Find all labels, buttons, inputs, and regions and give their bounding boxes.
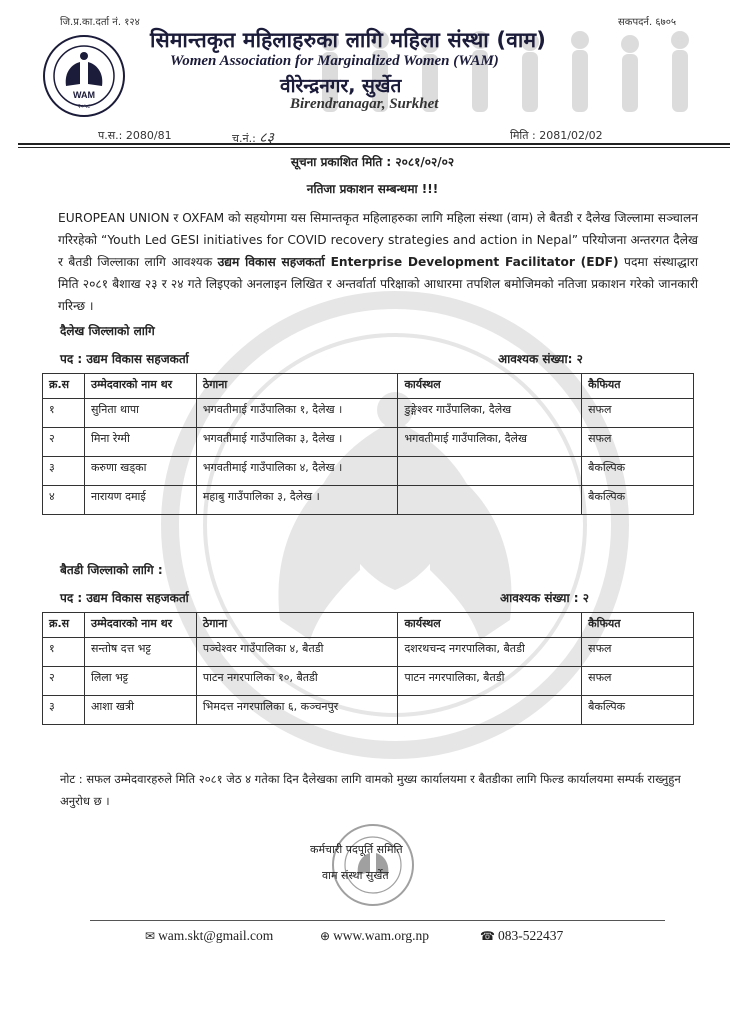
city-english: Birendranagar, Surkhet xyxy=(290,96,439,112)
cell-sn: १ xyxy=(43,399,85,428)
note-text: नोट : सफल उम्मेदवारहरुले मिति २०८१ जेठ ४ गतेका दिन दैलेखका लागि वामको मुख्य कार्यालयमा र बैतडीका लागि फिल्ड कार्यालयमा सम्पर्क राख्नुहुन अनुरोध छ । xyxy=(60,772,681,808)
published-date: सूचना प्रकाशित मिति : २०८१/०२/०२ xyxy=(290,155,455,169)
reference-date xyxy=(510,128,603,143)
cell-remarks: बैकल्पिक xyxy=(582,457,694,486)
cell-name: सुनिता थापा xyxy=(84,399,196,428)
col-header: उम्मेदवारको नाम थर xyxy=(84,613,196,638)
col-header: कैफियत xyxy=(582,613,694,638)
logo-text: WAM xyxy=(73,90,95,100)
cell-workplace: भगवतीमाई गाउँपालिका, दैलेख xyxy=(398,428,582,457)
footer-website xyxy=(320,928,429,944)
cell-workplace: पाटन नगरपालिका, बैतडी xyxy=(398,667,582,696)
globe-icon: ⊕ xyxy=(320,929,331,943)
table-row xyxy=(43,486,694,515)
cell-name: लिला भट्ट xyxy=(84,667,196,696)
dailekh-post: पद : उद्यम विकास सहजकर्ता xyxy=(60,352,189,366)
table-row xyxy=(43,457,694,486)
footer-email xyxy=(145,928,273,944)
table-header-row xyxy=(43,613,694,638)
cell-workplace xyxy=(398,696,582,725)
cell-sn: १ xyxy=(43,638,85,667)
cell-address: भगवतीमाई गाउँपालिका ४, दैलेख । xyxy=(196,457,398,486)
baitadi-post: पद : उद्यम विकास सहजकर्ता xyxy=(60,591,189,605)
date-label: मिति : xyxy=(510,129,536,142)
baitadi-heading: बैतडी जिल्लाको लागि : xyxy=(60,563,163,577)
footer-phone xyxy=(480,928,563,944)
header-rule xyxy=(18,143,730,145)
city-nepali: वीरेन्द्रनगर, सुर्खेत xyxy=(280,75,402,97)
org-name-english: Women Association for Marginalized Women (WAM) xyxy=(170,53,499,69)
cell-workplace xyxy=(398,457,582,486)
cell-address: पञ्चेश्वर गाउँपालिका ४, बैतडी xyxy=(196,638,398,667)
wam-logo xyxy=(42,34,126,118)
website-text: www.wam.org.np xyxy=(333,928,430,943)
table-row xyxy=(43,399,694,428)
email-icon: ✉ xyxy=(145,929,156,943)
notice-body-bold: उद्यम विकास सहजकर्ता Enterprise Development Facilitator (EDF) xyxy=(217,255,619,269)
signature-committee: कर्मचारी पदपूर्ति समिति xyxy=(310,843,403,856)
cell-address: महाबु गाउँपालिका ३, दैलेख । xyxy=(196,486,398,515)
cell-remarks: सफल xyxy=(582,638,694,667)
dailekh-heading: दैलेख जिल्लाको लागि xyxy=(60,324,155,338)
telephone-icon: ☎ xyxy=(480,929,495,943)
cell-name: करुणा खड्का xyxy=(84,457,196,486)
table-row xyxy=(43,428,694,457)
org-name-nepali: सिमान्तकृत महिलाहरुका लागि महिला संस्था (वाम) xyxy=(150,28,547,52)
cell-remarks: सफल xyxy=(582,428,694,457)
cell-sn: ३ xyxy=(43,696,85,725)
cell-sn: ४ xyxy=(43,486,85,515)
cell-workplace: डुङ्गेश्वर गाउँपालिका, दैलेख xyxy=(398,399,582,428)
date-value: 2081/02/02 xyxy=(539,129,603,142)
col-header: क्र.स xyxy=(43,613,85,638)
cell-remarks: सफल xyxy=(582,667,694,696)
col-header: कार्यस्थल xyxy=(398,613,582,638)
col-header: कार्यस्थल xyxy=(398,374,582,399)
cell-name: आशा खत्री xyxy=(84,696,196,725)
cell-name: मिना रेग्मी xyxy=(84,428,196,457)
cell-address: भगवतीमाई गाउँपालिका ३, दैलेख । xyxy=(196,428,398,457)
registration-number: जि.प्र.का.दर्ता नं. १२४ xyxy=(60,17,140,28)
header-rule-thin xyxy=(18,147,730,148)
cell-remarks: बैकल्पिक xyxy=(582,696,694,725)
col-header: क्र.स xyxy=(43,374,85,399)
reference-ps xyxy=(98,128,172,143)
col-header: कैफियत xyxy=(582,374,694,399)
cell-sn: ३ xyxy=(43,457,85,486)
baitadi-results-table xyxy=(42,612,694,725)
cell-name: नारायण दमाई xyxy=(84,486,196,515)
cell-sn: २ xyxy=(43,667,85,696)
col-header: ठेगाना xyxy=(196,374,398,399)
table-row xyxy=(43,638,694,667)
cn-label: च.नं.: xyxy=(232,132,256,145)
notice-body xyxy=(58,207,698,317)
logo-year: २०५८ xyxy=(77,103,91,110)
email-text: wam.skt@gmail.com xyxy=(158,928,274,943)
table-row xyxy=(43,667,694,696)
organization-stamp xyxy=(328,820,418,910)
phone-text: 083-522437 xyxy=(497,928,564,943)
dailekh-required: आवश्यक संख्या: २ xyxy=(498,352,583,366)
signature-org: वाम संस्था सुर्खेत xyxy=(322,869,389,882)
col-header: ठेगाना xyxy=(196,613,398,638)
table-row xyxy=(43,696,694,725)
cell-workplace xyxy=(398,486,582,515)
notice-body-part2: पदमा संस्थाद्धारा मिति २०८१ बैशाख २३ र २४ गते लिइएको अनलाइन लिखित र अन्तर्वार्ता परिक्षाको आधारमा तपशिल बमोजिमको नतिजा प्रकाशन गरेको जानकारी गरिन्छ । xyxy=(58,255,699,313)
notice-subject: नतिजा प्रकाशन सम्बन्धमा !!! xyxy=(306,182,439,196)
ps-value: 2080/81 xyxy=(125,129,172,142)
cell-name: सन्तोष दत्त भट्ट xyxy=(84,638,196,667)
cell-address: भिमदत्त नगरपालिका ६, कञ्चनपुर xyxy=(196,696,398,725)
dailekh-results-table xyxy=(42,373,694,515)
footer-rule xyxy=(90,920,665,921)
social-registration-number: सकपदर्न. ६७०५ xyxy=(618,17,677,28)
cell-workplace: दशरथचन्द नगरपालिका, बैतडी xyxy=(398,638,582,667)
cn-value: ८३ xyxy=(259,130,274,146)
table-header-row xyxy=(43,374,694,399)
cell-address: भगवतीमाई गाउँपालिका १, दैलेख । xyxy=(196,399,398,428)
cell-sn: २ xyxy=(43,428,85,457)
notice-body-part1: EUROPEAN UNION र OXFAM को सहयोगमा यस सिमान्तकृत महिलाहरुका लागि महिला संस्था (वाम) ले बैतडी र दैलेख जिल्लामा सञ्चालन गरिरहेको “Youth Led GESI initiatives for COVID recovery strategies and action in Nepal” परियोजना अन्तरगत दैलेख र बैतडी जिल्लाका लागि आवश्यक xyxy=(58,211,698,269)
cell-remarks: सफल xyxy=(582,399,694,428)
cell-remarks: बैकल्पिक xyxy=(582,486,694,515)
baitadi-required: आवश्यक संख्या : २ xyxy=(500,591,589,605)
col-header: उम्मेदवारको नाम थर xyxy=(84,374,196,399)
cell-address: पाटन नगरपालिका १०, बैतडी xyxy=(196,667,398,696)
ps-label: प.स.: xyxy=(98,129,123,142)
